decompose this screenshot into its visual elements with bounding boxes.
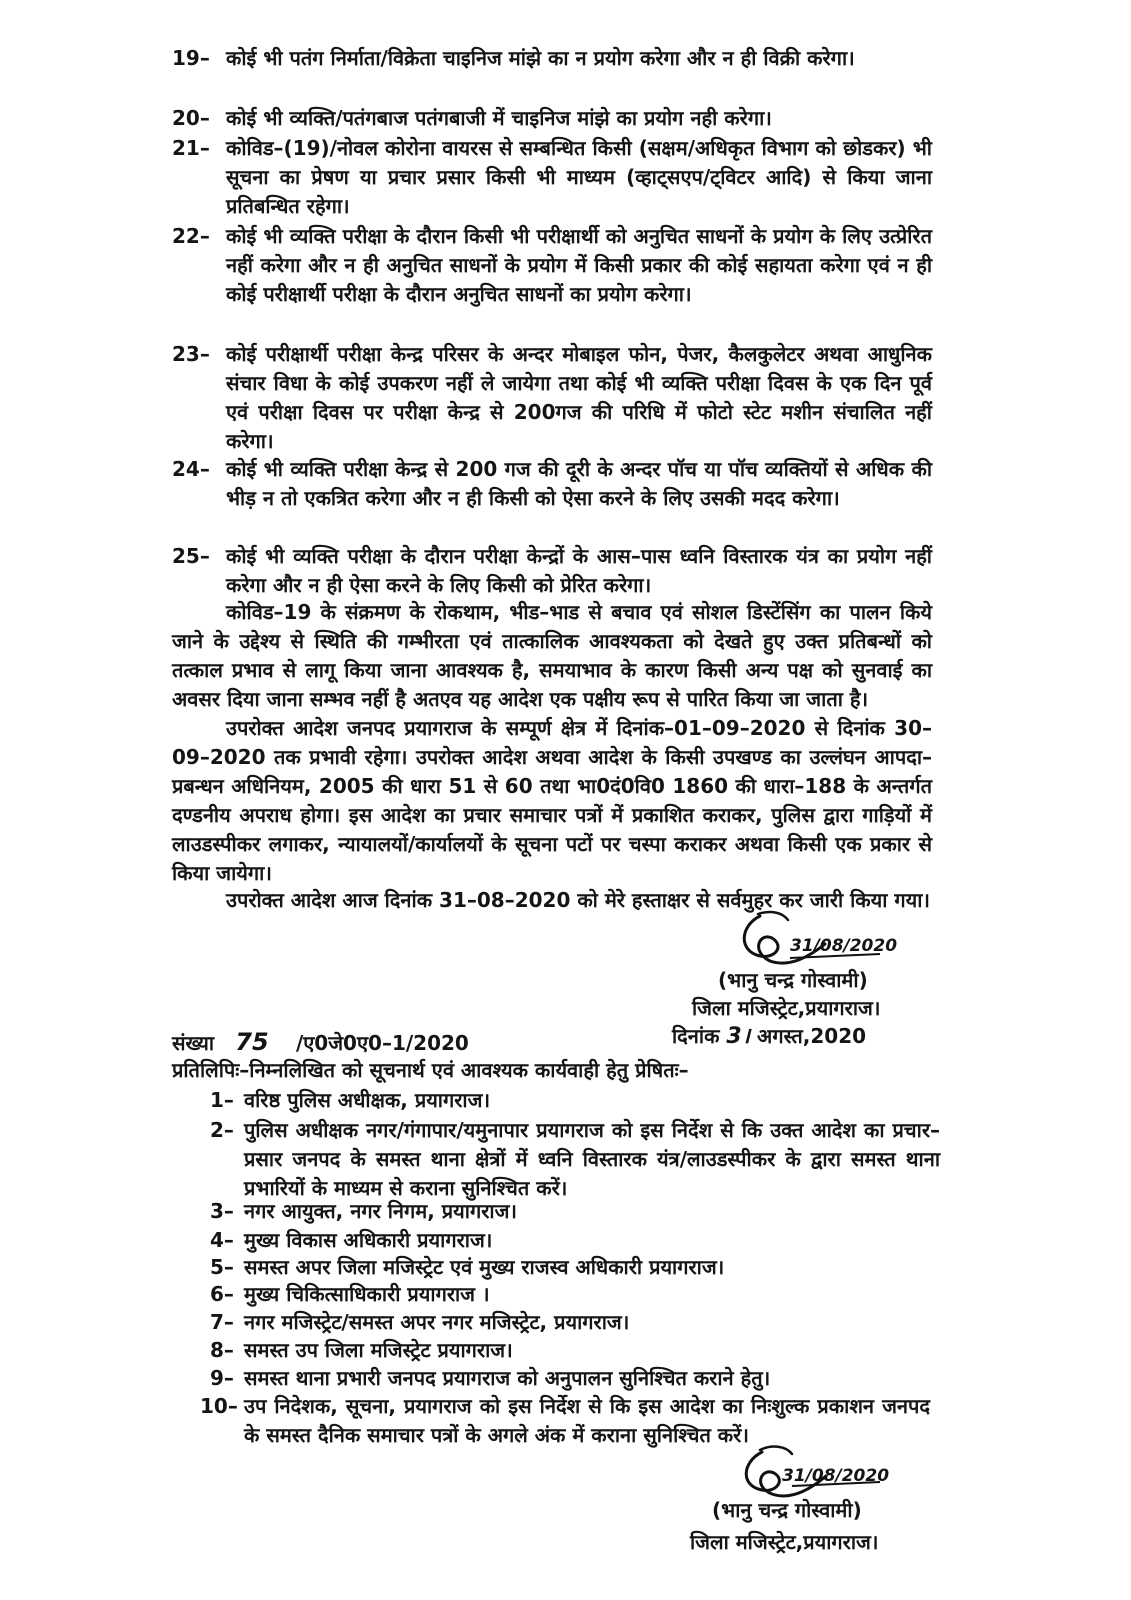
signatory-2-name: (भानु चन्द्र गोस्वामी) (712, 1498, 862, 1522)
copy-text: समस्त अपर जिला मजिस्ट्रेट एवं मुख्य राजस्व अधिकारी प्रयागराज। (244, 1255, 725, 1279)
copy-text: वरिष्ठ पुलिस अधीक्षक, प्रयागराज। (244, 1088, 491, 1112)
copy-number: 5– (210, 1255, 234, 1279)
item-text: कोई परीक्षार्थी परीक्षा केन्द्र परिसर के अन्दर मोबाइल फोन, पेजर, कैलकुलेटर अथवा आधुनिक संचार विधा के कोई उपकरण नहीं ले जायेगा तथा कोई भी व्यक्ति परीक्षा दिवस के एक दिन पूर्व एवं परीक्षा दिवस पर परीक्षा केन्द्र से 200गज की परिधि में फोटो स्टेट मशीन संचालित नहीं करेगा। (226, 342, 932, 453)
copy-text: पुलिस अधीक्षक नगर/गंगापार/यमुनापार प्रयागराज को इस निर्देश से कि उक्त आदेश का प्रचार–प्रसार जनपद के समस्त थाना क्षेत्रों में ध्वनि विस्तारक यंत्र/लाउडस्पीकर के द्वारा समस्त थाना प्रभारियों के माध्यम से कराना सुनिश्चित करें। (244, 1118, 940, 1200)
item-text: कोविड–(19)/नोवल कोरोना वायरस से सम्बन्धित किसी (सक्षम/अधिकृत विभाग को छोडकर) भी सूचना का प्रेषण या प्रचार प्रसार किसी भी माध्यम (व्हाट्सएप/ट्विटर आदि) से किया जाना प्रतिबन्धित रहेगा। (226, 136, 932, 218)
copy-item-7 (210, 1308, 940, 1337)
item-number: 22– (172, 224, 210, 248)
copy-item-5 (210, 1253, 940, 1282)
item-number: 24– (172, 457, 210, 481)
copy-item-4 (210, 1226, 940, 1255)
order-item-24 (172, 455, 932, 513)
copy-text: मुख्य विकास अधिकारी प्रयागराज। (244, 1228, 493, 1252)
copy-text: समस्त थाना प्रभारी जनपद प्रयागराज को अनुपालन सुनिश्चित कराने हेतु। (244, 1366, 771, 1390)
reference-number-line (172, 1028, 469, 1056)
order-item-22 (172, 222, 932, 309)
item-number: 25– (172, 544, 210, 568)
date-day: 3। (726, 1024, 751, 1049)
signatory-2-designation: जिला मजिस्ट्रेट,प्रयागराज। (690, 1530, 879, 1554)
copy-number: 10– (200, 1394, 238, 1418)
copy-item-8 (210, 1336, 940, 1365)
copy-text: समस्त उप जिला मजिस्ट्रेट प्रयागराज। (244, 1338, 513, 1362)
sankhya-label: संख्या (172, 1031, 214, 1055)
copy-number: 3– (210, 1199, 234, 1223)
copy-text: मुख्य चिकित्साधिकारी प्रयागराज । (244, 1282, 490, 1306)
validity-paragraph: उपरोक्त आदेश जनपद प्रयागराज के सम्पूर्ण क्षेत्र में दिनांक–01–09–2020 से दिनांक 30–09–2020 तक प्रभावी रहेगा। उपरोक्त आदेश अथवा आदेश के किसी उपखण्ड का उल्लंघन आपदा–प्रबन्धन अधिनियम, 2005 की धारा 51 से 60 तथा भा0दं0वि0 1860 की धारा–188 के अन्तर्गत दण्डनीय अपराध होगा। इस आदेश का प्रचार समाचार पत्रों में प्रकाशित कराकर, पुलिस द्वारा गाड़ियों में लाउडस्पीकर लगाकर, न्यायालयों/कार्यालयों के सूचना पटों पर चस्पा कराकर अथवा किसी एक प्रकार से किया जायेगा। (172, 716, 932, 885)
item-text: कोई भी व्यक्ति/पतंगबाज पतंगबाजी में चाइनिज मांझे का प्रयोग नही करेगा। (226, 106, 772, 130)
signatory-1-designation: जिला मजिस्ट्रेट,प्रयागराज। (692, 996, 881, 1020)
copy-text: नगर मजिस्ट्रेट/समस्त अपर नगर मजिस्ट्रेट, प्रयागराज। (244, 1310, 630, 1334)
sankhya-code: /ए0जे0ए0–1/2020 (295, 1031, 469, 1055)
copy-number: 6– (210, 1282, 234, 1306)
copy-number: 4– (210, 1228, 234, 1252)
signatory-1-name: (भानु चन्द्र गोस्वामी) (718, 968, 868, 992)
item-text: कोई भी व्यक्ति परीक्षा के दौरान परीक्षा केन्द्रों के आस–पास ध्वनि विस्तारक यंत्र का प्रयोग नहीं करेगा और न ही ऐसा करने के लिए किसी को प्रेरित करेगा। (226, 544, 932, 597)
copy-number: 8– (210, 1338, 234, 1362)
item-number: 19– (172, 46, 210, 70)
copy-item-9 (210, 1364, 940, 1393)
item-text: कोई भी पतंग निर्माता/विक्रेता चाइनिज मांझे का न प्रयोग करेगा और न ही विक्री करेगा। (226, 46, 855, 70)
copy-number: 9– (210, 1366, 234, 1390)
sankhya-number: 75 (235, 1028, 269, 1056)
signature-2-date: 31/08/2020 (782, 1466, 890, 1486)
signature-1-date: 31/08/2020 (790, 936, 898, 956)
copy-number: 2– (210, 1118, 234, 1142)
order-item-25 (172, 542, 932, 600)
item-text: कोई भी व्यक्ति परीक्षा के दौरान किसी भी परीक्षार्थी को अनुचित साधनों के प्रयोग के लिए उत्प्रेरित नहीं करेगा और न ही अनुचित साधनों के प्रयोग में किसी प्रकार की कोई सहायता करेगा एवं न ही कोई परीक्षार्थी परीक्षा के दौरान अनुचित साधनों का प्रयोग करेगा। (226, 224, 932, 306)
item-text: कोई भी व्यक्ति परीक्षा केन्द्र से 200 गज की दूरी के अन्दर पॉच या पॉच व्यक्तियों से अधिक की भीड़ न तो एकत्रित करेगा और न ही किसी को ऐसा करने के लिए उसकी मदद करेगा। (226, 457, 932, 510)
item-number: 20– (172, 106, 210, 130)
copy-text: उप निदेशक, सूचना, प्रयागराज को इस निर्देश से कि इस आदेश का निःशुल्क प्रकाशन जनपद के समस्त दैनिक समाचार पत्रों के अगले अंक में कराना सुनिश्चित करें। (244, 1394, 930, 1447)
copy-item-3 (210, 1197, 940, 1226)
reference-date (672, 1020, 866, 1050)
copy-heading: प्रतिलिपिः–निम्नलिखित को सूचनार्थ एवं आवश्यक कार्यवाही हेतु प्रेषितः– (172, 1058, 689, 1082)
date-label: दिनांक (672, 1024, 720, 1048)
date-month-year: अगस्त,2020 (757, 1024, 867, 1048)
order-item-23 (172, 340, 932, 456)
issuance-paragraph: उपरोक्त आदेश आज दिनांक 31–08–2020 को मेरे हस्ताक्षर से सर्वमुहर कर जारी किया गया। (226, 888, 930, 912)
item-number: 23– (172, 342, 210, 366)
item-number: 21– (172, 136, 210, 160)
order-item-21 (172, 134, 932, 221)
justification-paragraph: कोविड–19 के संक्रमण के रोकथाम, भीड–भाड से बचाव एवं सोशल डिस्टेंसिंग का पालन किये जाने के उद्देश्य से स्थिति की गम्भीरता एवं तात्कालिक आवश्यकता को देखते हुए उक्त प्रतिबन्धों को तत्काल प्रभाव से लागू किया जाना आवश्यक है, समयाभाव के कारण किसी अन्य पक्ष को सुनवाई का अवसर दिया जाना सम्भव नहीं है अतएव यह आदेश एक पक्षीय रूप से पारित किया जा जाता है। (172, 600, 932, 711)
order-item-20 (172, 104, 932, 133)
copy-item-1 (210, 1086, 940, 1115)
copy-text: नगर आयुक्त, नगर निगम, प्रयागराज। (244, 1199, 517, 1223)
copy-number: 7– (210, 1310, 234, 1334)
copy-item-2 (210, 1116, 940, 1203)
order-item-19 (172, 44, 932, 73)
copy-number: 1– (210, 1088, 234, 1112)
copy-item-6 (210, 1280, 940, 1309)
